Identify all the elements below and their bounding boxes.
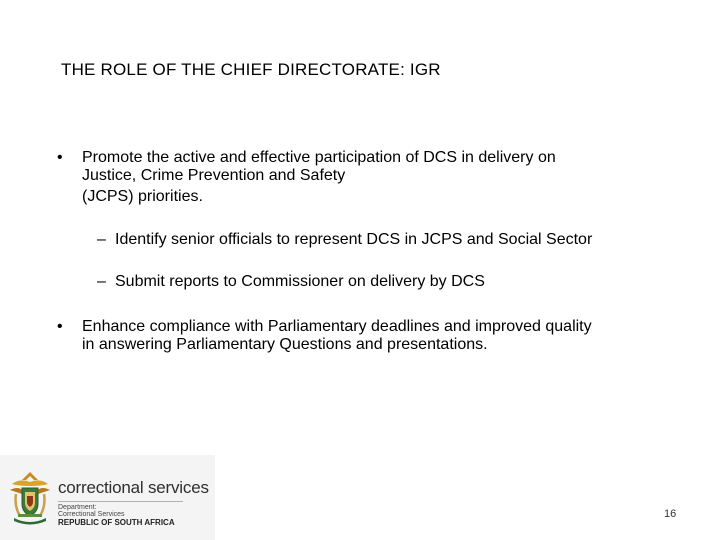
bullet-text	[82, 149, 672, 206]
brand-name: correctional services	[58, 478, 209, 497]
bullet-line: Promote the active and effective participation of DCS in delivery on	[82, 149, 556, 166]
republic-label: REPUBLIC OF SOUTH AFRICA	[58, 518, 175, 527]
brand-divider	[58, 501, 183, 502]
bullet-line: Enhance compliance with Parliamentary deadlines and improved quality	[82, 318, 592, 335]
bullet-line: in answering Parliamentary Questions and presentations.	[82, 336, 488, 353]
slide-title: THE ROLE OF THE CHIEF DIRECTORATE: IGR	[61, 60, 441, 79]
sub-bullet-marker: –	[97, 273, 106, 290]
bullet-line: (JCPS) priorities.	[82, 188, 203, 205]
bullet-text	[82, 318, 672, 354]
sub-bullet-text: Identify senior officials to represent DCS in JCPS and Social Sector	[115, 231, 593, 248]
page-number: 16	[664, 508, 677, 520]
sub-bullet-marker: –	[97, 231, 106, 248]
coat-of-arms-icon	[8, 470, 52, 526]
bullet-line: Justice, Crime Prevention and Safety	[82, 167, 346, 184]
department-label: Department:	[58, 504, 97, 511]
bullet-marker: •	[57, 318, 63, 335]
department-name: Correctional Services	[58, 511, 125, 518]
bullet-marker: •	[57, 149, 63, 166]
sub-bullet-text: Submit reports to Commissioner on delivery by DCS	[115, 273, 485, 290]
